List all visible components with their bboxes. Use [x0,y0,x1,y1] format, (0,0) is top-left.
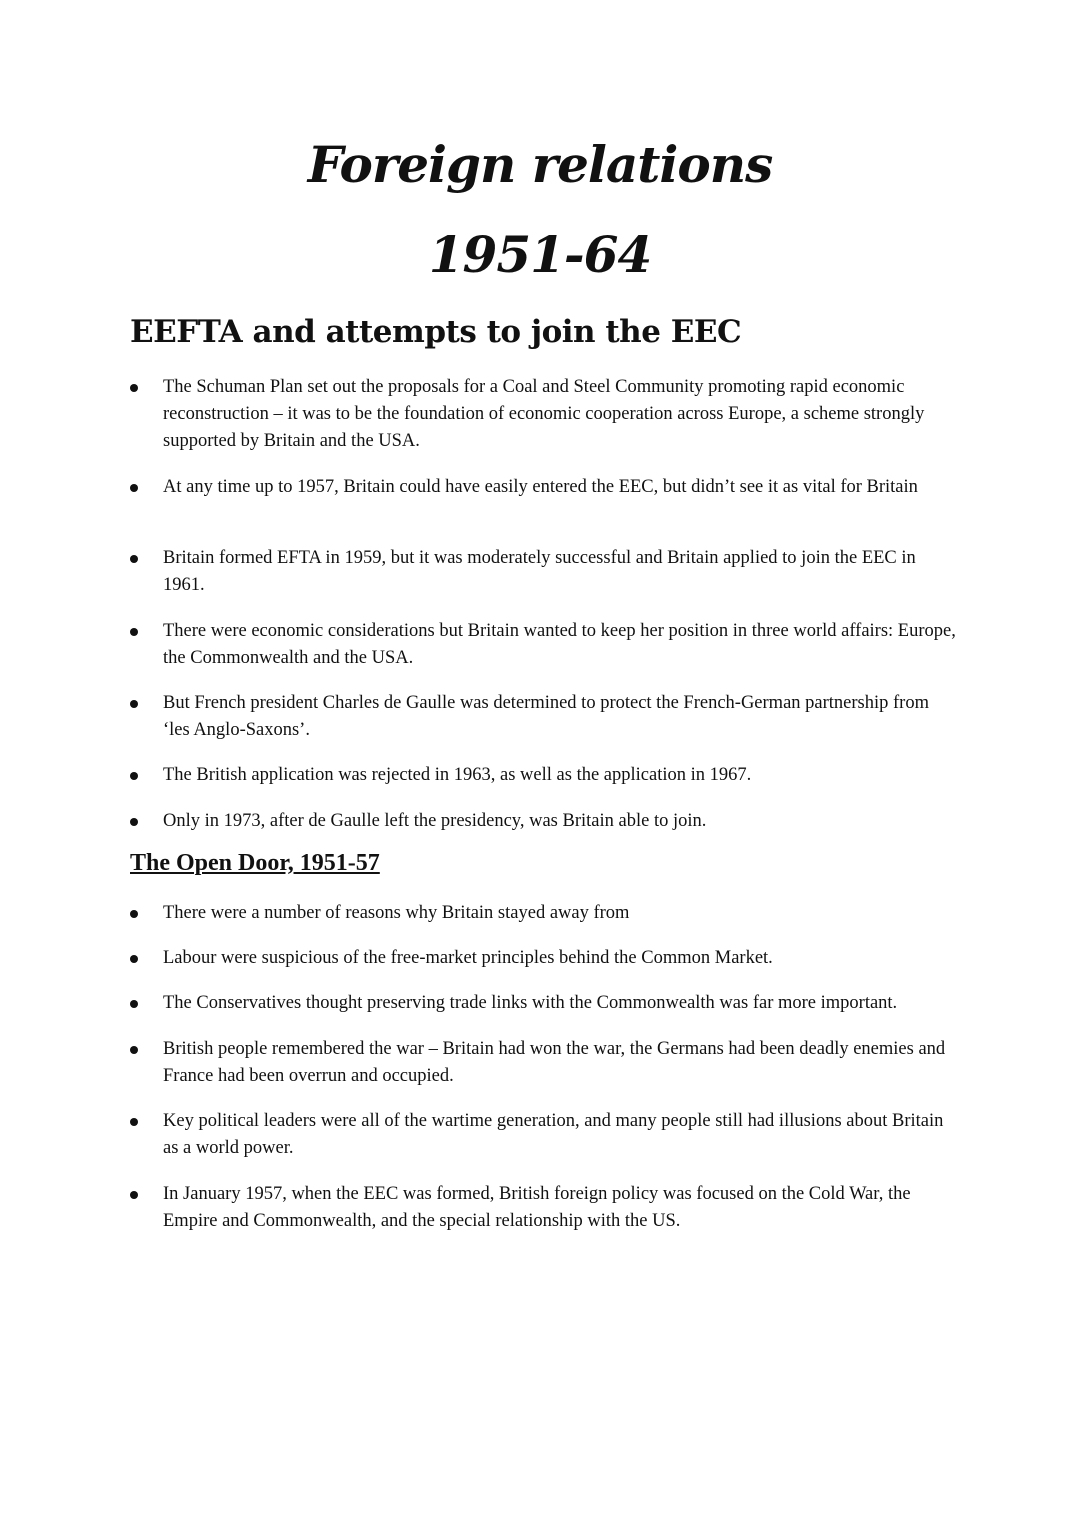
list-item: British people remembered the war – Britain had won the war, the Germans had been deadly enemies and France had been overrun and occupied. [130,1036,960,1090]
list-item: But French president Charles de Gaulle was determined to protect the French-German partnership from ‘les Anglo-Saxons’. [130,690,960,744]
list-item: The Schuman Plan set out the proposals for a Coal and Steel Community promoting rapid economic reconstruction – it was to be the foundation of economic cooperation across Europe, a scheme strongly supported by Britain and the USA. [130,374,960,455]
bullet-icon [130,384,138,392]
bullet-icon [130,555,138,563]
bullet-icon [130,628,138,636]
list-item: The Conservatives thought preserving trade links with the Commonwealth was far more important. [130,990,960,1017]
page-subtitle-years: 1951-64 [428,225,652,284]
bullet-icon [130,484,138,492]
list-item: Key political leaders were all of the wartime generation, and many people still had illusions about Britain as a world power. [130,1108,960,1162]
list-item: The British application was rejected in 1963, as well as the application in 1967. [130,762,960,789]
bullet-icon [130,955,138,963]
list-item: In January 1957, when the EEC was formed, British foreign policy was focused on the Cold War, the Empire and Commonwealth, and the special relationship with the US. [130,1181,960,1235]
bullet-icon [130,1118,138,1126]
bullet-icon [130,772,138,780]
bullet-icon [130,818,138,826]
list-item: Only in 1973, after de Gaulle left the presidency, was Britain able to join. [130,808,960,835]
bullet-icon [130,1046,138,1054]
section-heading-open-door: The Open Door, 1951-57 [130,850,380,876]
bullet-icon [130,1191,138,1199]
list-item: There were economic considerations but Britain wanted to keep her position in three world affairs: Europe, the Commonwealth and the USA. [130,618,960,672]
list-item: Labour were suspicious of the free-market principles behind the Common Market. [130,945,960,972]
list-item: There were a number of reasons why Britain stayed away from [130,900,960,927]
bullet-icon [130,910,138,918]
page-title: Foreign relations [307,135,773,194]
list-item: At any time up to 1957, Britain could have easily entered the EEC, but didn’t see it as vital for Britain [130,474,960,501]
section-heading-eefta: EEFTA and attempts to join the EEC [130,314,742,350]
list-item: Britain formed EFTA in 1959, but it was moderately successful and Britain applied to join the EEC in 1961. [130,545,960,599]
bullet-icon [130,700,138,708]
bullet-icon [130,1000,138,1008]
